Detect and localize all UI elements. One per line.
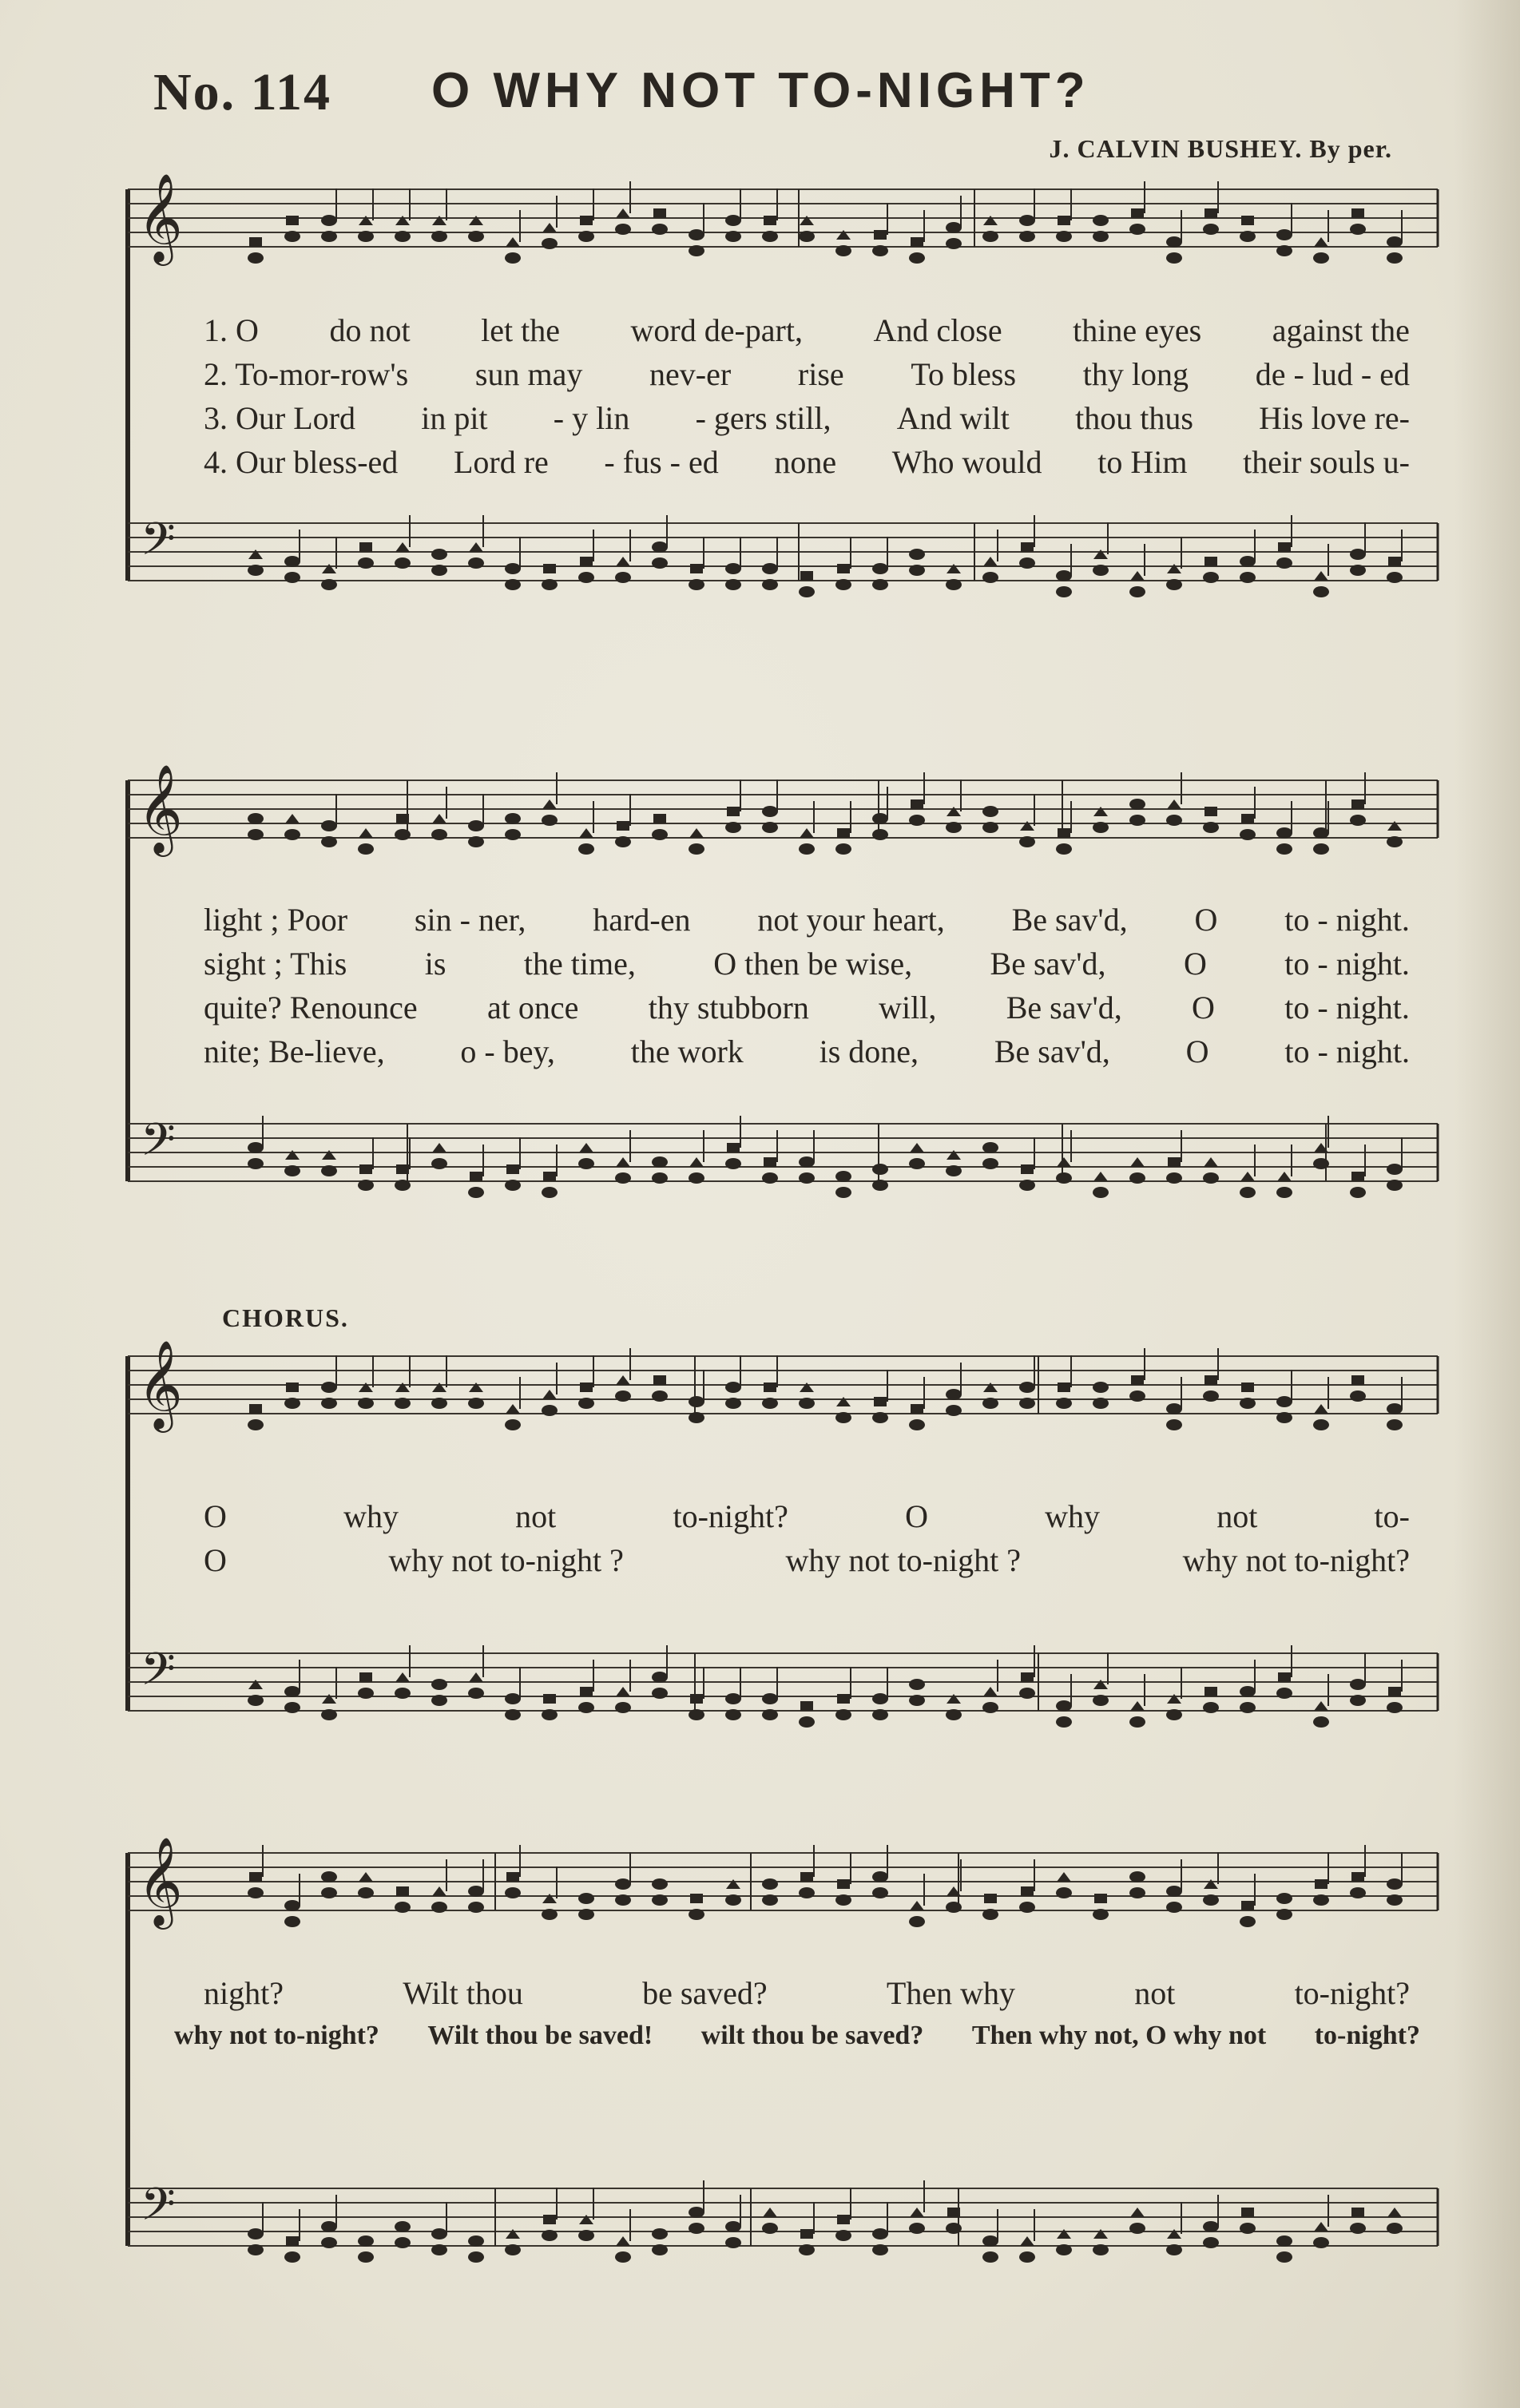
- lyric-syllable: 1. O: [204, 312, 259, 348]
- treble-clef-icon: 𝄞: [137, 764, 183, 853]
- lyric-syllable: Wilt thou be saved!: [427, 2021, 653, 2050]
- lyric-syllable: to-night?: [1294, 1975, 1410, 2011]
- lyric-syllable: nev-er: [649, 356, 732, 392]
- lyric-syllable: none: [774, 444, 837, 480]
- bass-clef-icon: 𝄢: [141, 2179, 176, 2242]
- lyric-syllable: will,: [879, 990, 937, 1025]
- final-line-1: [204, 1974, 1410, 2012]
- lyric-syllable: Be sav'd,: [1011, 902, 1128, 938]
- lyric-syllable: to - night.: [1284, 990, 1410, 1025]
- lyric-syllable: sin - ner,: [414, 902, 526, 938]
- lyric-syllable: 2. To-mor-row's: [204, 356, 409, 392]
- lyric-syllable: the time,: [523, 946, 636, 982]
- lyric-syllable: the work: [630, 1033, 744, 1069]
- lyric-syllable: O: [905, 1498, 928, 1534]
- lyric-syllable: - gers still,: [695, 400, 831, 436]
- lyric-syllable: why not to-night ?: [785, 1542, 1021, 1578]
- lyric-syllable: at once: [487, 990, 579, 1025]
- bass-notes: [248, 1645, 1403, 1728]
- lyric-syllable: O: [204, 1542, 227, 1578]
- lyric-syllable: in pit: [421, 400, 488, 436]
- lyric-syllable: nite; Be-lieve,: [204, 1033, 385, 1069]
- lyric-syllable: To bless: [911, 356, 1017, 392]
- lyric-syllable: sight ; This: [204, 946, 347, 982]
- lyric-syllable: to - night.: [1284, 946, 1410, 982]
- lyric-syllable: sun may: [474, 356, 583, 392]
- lyric-syllable: Then why: [886, 1975, 1015, 2011]
- composer-name: J. CALVIN BUSHEY.: [1049, 134, 1303, 163]
- bass-notes: [248, 2180, 1403, 2263]
- lyric-syllable: to-night?: [673, 1498, 788, 1534]
- lyric-syllable: And close: [873, 312, 1002, 348]
- lyric-syllable: And wilt: [896, 400, 1010, 436]
- lyric-syllable: Then why not, O why not: [971, 2021, 1267, 2050]
- lyric-syllable: Be sav'd,: [994, 1033, 1110, 1069]
- treble-clef-icon: 𝄞: [137, 1339, 183, 1429]
- chorus-line-2: [204, 1541, 1410, 1579]
- lyric-syllable: light ; Poor: [204, 902, 348, 938]
- verse-4-line: [204, 1033, 1410, 1070]
- lyric-syllable: o - bey,: [460, 1033, 555, 1069]
- lyric-syllable: O then be wise,: [713, 946, 913, 982]
- lyric-syllable: do not: [329, 312, 411, 348]
- lyric-syllable: O: [1185, 1033, 1209, 1069]
- treble-notes: [248, 772, 1403, 855]
- verse-1-line: [204, 901, 1410, 938]
- lyric-syllable: why: [343, 1498, 399, 1534]
- lyric-syllable: Wilt thou: [403, 1975, 523, 2011]
- lyric-syllable: to - night.: [1284, 902, 1410, 938]
- lyric-syllable: why: [1045, 1498, 1101, 1534]
- lyric-syllable: to - night.: [1284, 1033, 1410, 1069]
- chorus-label: CHORUS.: [222, 1303, 349, 1332]
- verse-2-line: [204, 945, 1410, 982]
- lyric-syllable: Who would: [891, 444, 1042, 480]
- treble-notes: [248, 181, 1403, 264]
- lyric-syllable: de - lud - ed: [1255, 356, 1410, 392]
- hymn-number: No. 114: [153, 63, 332, 121]
- lyric-syllable: thine eyes: [1073, 312, 1202, 348]
- lyric-syllable: 4. Our bless-ed: [204, 444, 399, 480]
- permission-note: By per.: [1309, 134, 1392, 163]
- treble-notes: [248, 1845, 1403, 1927]
- verse-2-line: [204, 355, 1410, 393]
- verse-1-line: [204, 311, 1410, 349]
- lyric-syllable: Be sav'd,: [1006, 990, 1122, 1025]
- bass-notes: [248, 1116, 1403, 1198]
- lyric-syllable: - fus - ed: [604, 444, 719, 480]
- lyric-syllable: why not to-night?: [174, 2021, 379, 2050]
- lyric-syllable: - y lin: [553, 400, 630, 436]
- lyric-syllable: thou thus: [1075, 400, 1193, 436]
- lyric-syllable: O: [1194, 902, 1218, 938]
- lyric-syllable: not: [515, 1498, 557, 1534]
- lyric-syllable: to-: [1374, 1498, 1410, 1534]
- lyric-syllable: let the: [481, 312, 560, 348]
- lyric-syllable: against the: [1272, 312, 1410, 348]
- lyric-syllable: His love re-: [1259, 400, 1410, 436]
- bass-clef-icon: 𝄢: [141, 514, 176, 577]
- lyric-syllable: why not to-night?: [1182, 1542, 1410, 1578]
- treble-clef-icon: 𝄞: [137, 1836, 183, 1926]
- chorus-line-1: [204, 1498, 1410, 1535]
- lyric-syllable: not your heart,: [757, 902, 945, 938]
- lyric-syllable: is: [424, 946, 446, 982]
- bass-notes: [248, 515, 1403, 597]
- lyric-syllable: 3. Our Lord: [204, 400, 355, 436]
- lyric-syllable: their souls u-: [1243, 444, 1410, 480]
- lyric-syllable: to-night?: [1314, 2021, 1420, 2050]
- lyric-syllable: quite? Renounce: [204, 990, 418, 1025]
- bass-clef-icon: 𝄢: [141, 1114, 176, 1177]
- lyric-syllable: hard-en: [593, 902, 691, 938]
- composer-credit: [1049, 134, 1392, 164]
- lyric-syllable: night?: [204, 1975, 284, 2011]
- lyric-syllable: thy long: [1082, 356, 1189, 392]
- lyric-syllable: be saved?: [642, 1975, 768, 2011]
- lyric-syllable: Be sav'd,: [990, 946, 1106, 982]
- lyric-syllable: O: [1183, 946, 1207, 982]
- treble-clef-icon: 𝄞: [137, 173, 183, 262]
- hymn-title: O WHY NOT TO-NIGHT?: [431, 63, 1090, 118]
- verse-4-line: [204, 443, 1410, 481]
- lyric-syllable: wilt thou be saved?: [700, 2021, 924, 2050]
- lyric-syllable: O: [204, 1498, 227, 1534]
- lyric-syllable: Lord re: [453, 444, 549, 480]
- lyric-syllable: rise: [797, 356, 844, 392]
- lyric-syllable: why not to-night ?: [388, 1542, 624, 1578]
- lyric-syllable: is done,: [819, 1033, 919, 1069]
- lyric-syllable: word de-part,: [630, 312, 803, 348]
- lyric-syllable: to Him: [1097, 444, 1188, 480]
- treble-notes: [248, 1348, 1403, 1430]
- verse-3-line: [204, 989, 1410, 1026]
- bass-clef-icon: 𝄢: [141, 1644, 176, 1707]
- lyric-syllable: not: [1216, 1498, 1258, 1534]
- lyric-syllable: thy stubborn: [648, 990, 809, 1025]
- lyric-syllable: O: [1192, 990, 1215, 1025]
- verse-3-line: [204, 399, 1410, 437]
- final-line-2: [174, 2021, 1420, 2051]
- lyric-syllable: not: [1134, 1975, 1176, 2011]
